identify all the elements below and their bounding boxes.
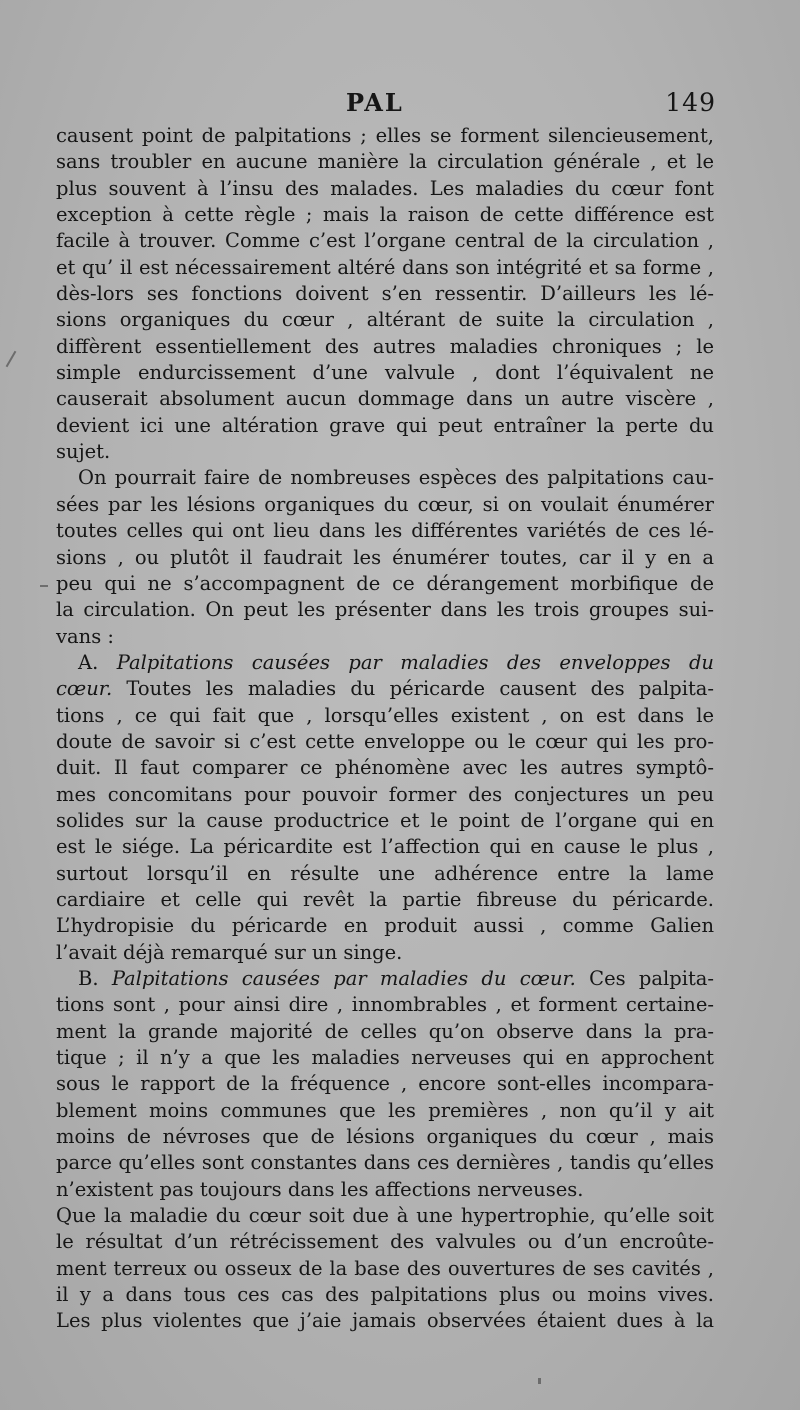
section-heading-a: A. Palpitations causées par maladies des enveloppes du [78,650,714,674]
text-line: L’hydropisie du péricarde en produit aussi , comme Galien [56,914,714,938]
text-line: parce qu’elles sont constantes dans ces dernières , tandis qu’elles [56,1151,714,1175]
text-line: tions sont , pour ainsi dire , innombrables , et forment certaine- [56,993,714,1017]
text-line: facile à trouver. Comme c’est l’organe central de la circulation , [56,229,714,253]
text-line: Que la maladie du cœur soit due à une hypertrophie, qu’elle soit [56,1204,714,1228]
text-line: causent point de palpitations ; elles se forment silencieusement, [56,124,714,147]
text-line: n’existent pas toujours dans les affections nerveuses. [56,1177,584,1201]
text-line: causerait absolument aucun dommage dans un autre viscère , [56,387,714,411]
text-line: duit. Il faut comparer ce phénomène avec les autres symptô- [56,756,714,780]
text-line: mes concomitans pour pouvoir former des conjectures un peu [56,782,714,806]
text-line: le résultat d’un rétrécissement des valvules ou d’un encroûte- [56,1230,714,1254]
text-line: et qu’ il est nécessairement altéré dans son intégrité et sa forme , [56,255,714,279]
text-line: simple endurcissement d’une valvule , dont l’équivalent ne [56,361,714,385]
text-line: l’avait déjà remarqué sur un singe. [56,940,403,964]
text-line: sées par les lésions organiques du cœur, si on voulait énumérer [56,492,714,516]
text-line: devient ici une altération grave qui peut entraîner la perte du [56,413,714,437]
text-line: ment la grande majorité de celles qu’on observe dans la pra- [56,1019,714,1043]
italic-heading: Palpitations causées par maladies des enveloppes du [116,650,714,674]
text-line: sujet. [56,440,111,464]
italic-heading: cœur. [56,677,113,701]
margin-speck [40,585,48,587]
text-line: sous le rapport de la fréquence , encore sont-elles incompara- [56,1072,714,1096]
text-line: plus souvent à l’insu des malades. Les maladies du cœur font [56,176,714,200]
text-line: vans : [56,624,114,648]
text-line: cardiaire et celle qui revêt la partie fibreuse du péricarde. [56,887,714,911]
running-head: PAL [346,88,404,117]
text-line: On pourrait faire de nombreuses espèces des palpitations cau- [78,466,714,490]
body-text [56,123,714,1335]
text-line: exception à cette règle ; mais la raison de cette différence est [56,203,714,227]
text-line: dès-lors ses fonctions doivent s’en ressentir. D’ailleurs les lé- [56,282,714,306]
text-line: Les plus violentes que j’aie jamais observées étaient dues à la [56,1309,714,1333]
text-line: sions , ou plutôt il faudrait les énumérer toutes, car il y en a [56,545,714,569]
text-line: solides sur la cause productrice et le point de l’organe qui en [56,808,714,832]
text-line: est le siége. La péricardite est l’affection qui en cause le plus , [56,835,714,859]
text-line: diffèrent essentiellement des autres maladies chroniques ; le [56,334,714,358]
page-header [56,88,716,122]
text-line: surtout lorsqu’il en résulte une adhérence entre la lame [56,861,714,885]
text-line: tique ; il n’y a que les maladies nerveuses qui en approchent [56,1046,714,1070]
text-line: cœur. Toutes les maladies du péricarde causent des palpita- [56,677,714,701]
text-line: sans troubler en aucune manière la circulation générale , et le [56,150,714,174]
margin-speck [6,351,17,368]
text-line: moins de névroses que de lésions organiques du cœur , mais [56,1125,714,1149]
margin-speck [538,1378,541,1384]
text-line: ment terreux ou osseux de la base des ouvertures de ses cavités , [56,1256,714,1280]
text-line: sions organiques du cœur , altérant de suite la circulation , [56,308,714,332]
text-line: il y a dans tous ces cas des palpitations plus ou moins vives. [56,1283,714,1307]
text-line: doute de savoir si c’est cette enveloppe ou le cœur qui les pro- [56,729,714,753]
italic-heading: Palpitations causées par maladies du cœur. [111,967,576,990]
text-line: blement moins communes que les premières , non qu’il y ait [56,1098,714,1122]
text-line: toutes celles qui ont lieu dans les différentes variétés de ces lé- [56,519,714,543]
page-number: 149 [665,88,716,117]
section-heading-b: B. Palpitations causées par maladies du cœur. Ces palpita- [78,967,715,990]
text-line: peu qui ne s’accompagnent de ce dérangement morbifique de [56,571,714,595]
text-line: la circulation. On peut les présenter dans les trois groupes sui- [56,598,714,622]
text-line: tions , ce qui fait que , lorsqu’elles existent , on est dans le [56,703,714,727]
